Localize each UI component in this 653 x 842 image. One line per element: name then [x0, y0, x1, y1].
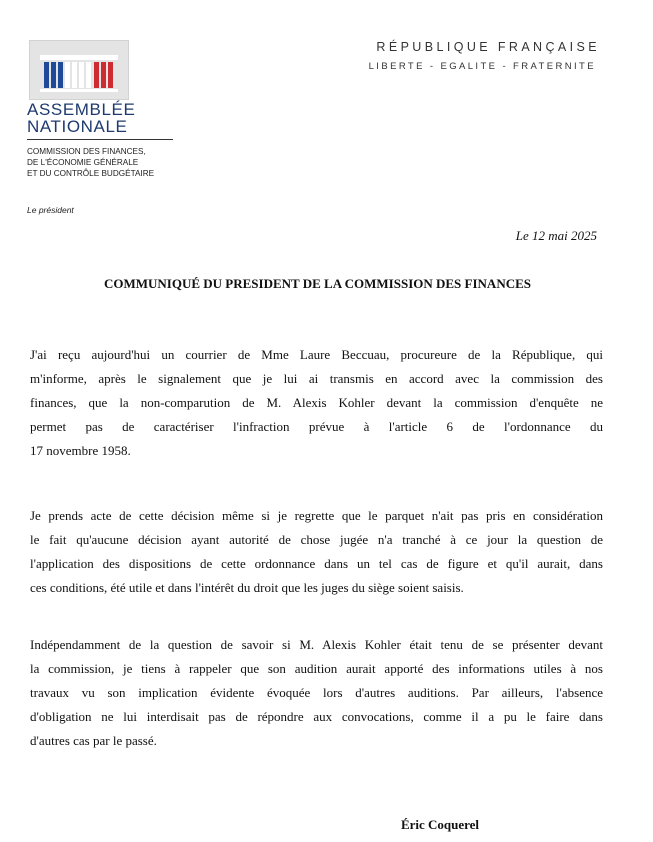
header-divider [27, 139, 173, 140]
document-date: Le 12 mai 2025 [515, 228, 597, 243]
paragraph-line: J'ai reçu aujourd'hui un courrier de Mme Laure Beccuau, procureure de la République, qui [30, 347, 603, 362]
assemblee-nationale-building-icon [30, 41, 128, 99]
assembly-name-line2: NATIONALE [27, 117, 128, 136]
paragraph-line: d'autres cas par le passé. [30, 733, 157, 748]
paragraph-line: m'informe, après le signalement que je lui ai transmis en accord avec la commission des [30, 371, 603, 386]
commission-line: DE L'ÉCONOMIE GÉNÉRALE [27, 158, 139, 167]
commission-line: COMMISSION DES FINANCES, [27, 147, 146, 156]
paragraph-line: Indépendamment de la question de savoir si M. Alexis Kohler était tenu de se présenter devant [30, 637, 603, 652]
assembly-name [27, 101, 177, 135]
document-title: COMMUNIQUÉ DU PRESIDENT DE LA COMMISSION DES FINANCES [103, 276, 531, 291]
assemblee-nationale-logo [29, 40, 129, 100]
commission-line: ET DU CONTRÔLE BUDGÉTAIRE [27, 169, 155, 178]
signature: Éric Coquerel [400, 817, 480, 832]
paragraph-line: le fait qu'aucune décision ayant autorité de chose jugée n'a tranché à ce jour la question de [30, 532, 603, 547]
paragraph-line: la commission, je tiens à rappeler que son audition aurait apporté des informations utiles à nos [30, 661, 603, 676]
assembly-name-line1: ASSEMBLÉE [27, 100, 136, 119]
paragraph-line: l'application des dispositions de cette ordonnance dans un tel cas de figure et qu'il aurait, dans [30, 556, 603, 571]
paragraph-line: d'obligation ne lui interdisait pas de répondre aux convocations, comme il a pu le faire dans [30, 709, 603, 724]
paragraph-line: 17 novembre 1958. [30, 443, 131, 458]
paragraph-line: permet pas de caractériser l'infraction prévue à l'article 6 de l'ordonnance du [30, 419, 603, 434]
paragraph-line: ces conditions, été utile et dans l'intérêt du droit que les juges du siège soient saisis. [30, 580, 464, 595]
commission-name [27, 146, 207, 179]
paragraph-line: Je prends acte de cette décision même si je regrette que le parquet n'ait pas pris en considération [30, 508, 603, 523]
paragraph-line: travaux vu son implication évidente évoquée lors d'autres auditions. Par ailleurs, l'absence [30, 685, 603, 700]
republic-heading: RÉPUBLIQUE FRANÇAISE [376, 40, 600, 54]
paragraph-3 [30, 633, 603, 753]
paragraph-1 [30, 343, 603, 463]
republic-motto: LIBERTE - EGALITE - FRATERNITE [368, 61, 596, 72]
paragraph-line: finances, que la non-comparution de M. Alexis Kohler devant la commission d'enquête ne [30, 395, 603, 410]
role-label: Le président [27, 205, 74, 215]
paragraph-2 [30, 504, 603, 600]
